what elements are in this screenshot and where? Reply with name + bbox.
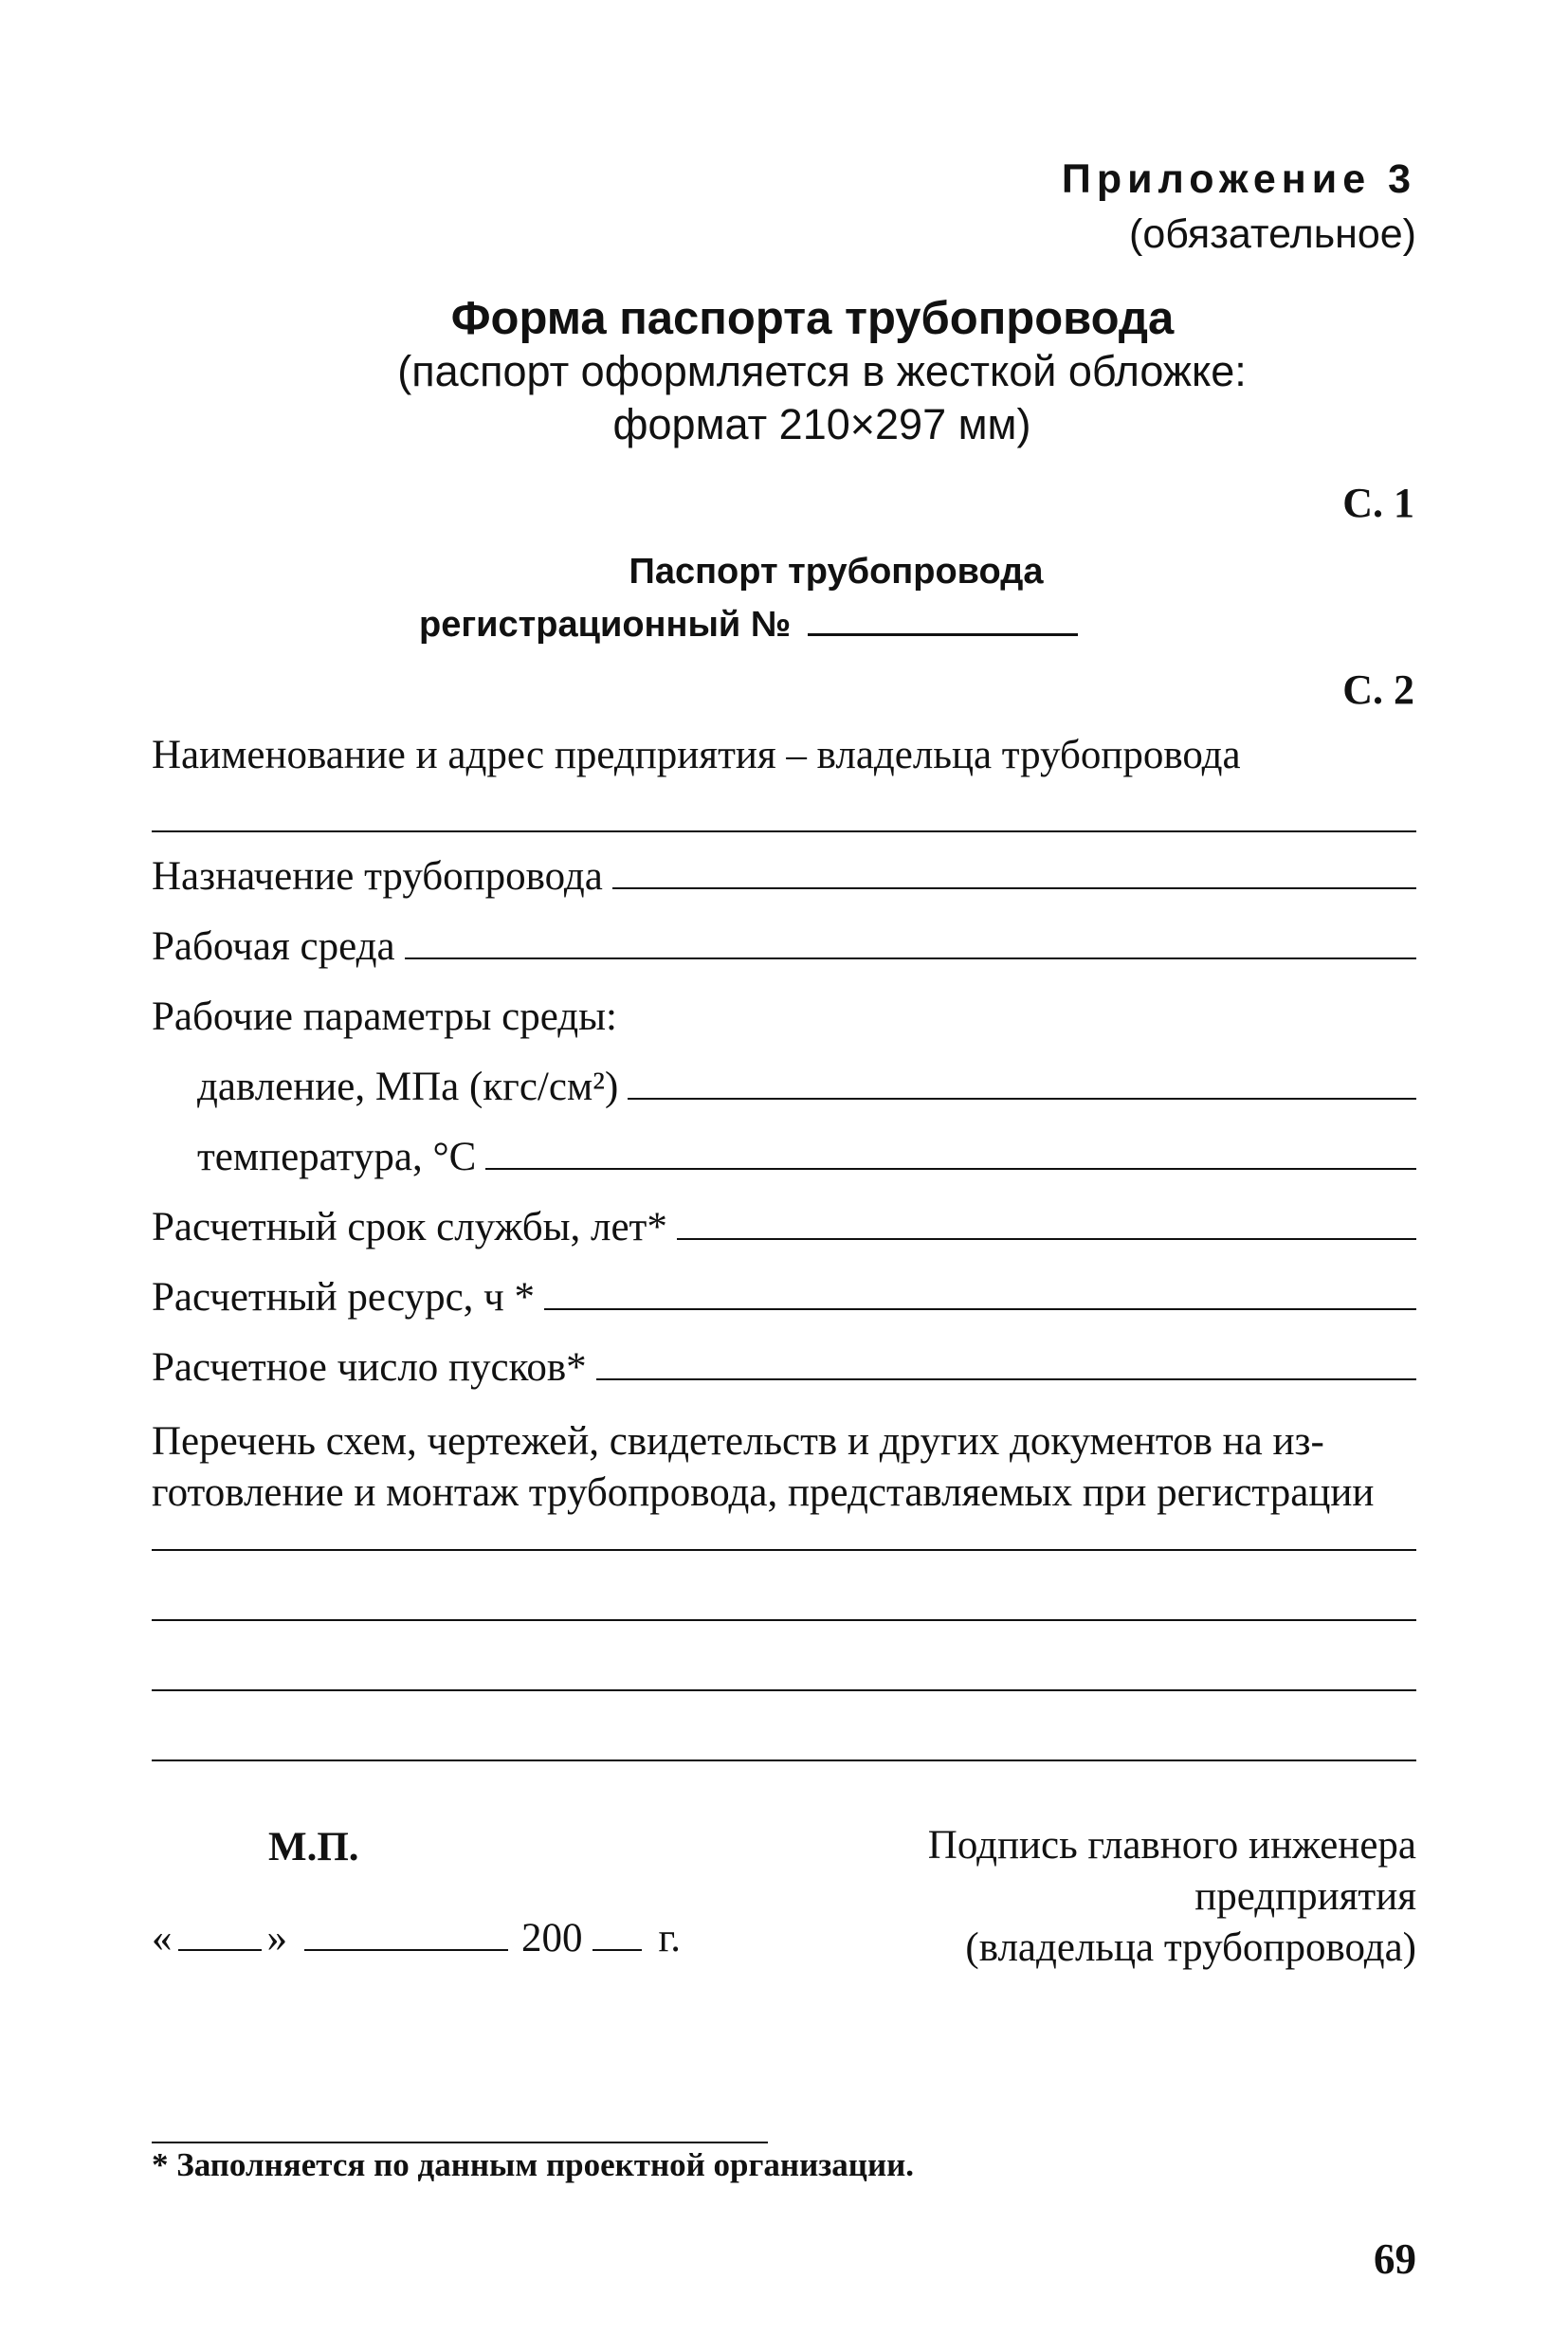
page-number: 69 — [1374, 2235, 1416, 2283]
documents-field-line-1[interactable] — [152, 1549, 1416, 1551]
params-heading: Рабочие параметры среды: — [152, 994, 617, 1039]
form-heading — [0, 292, 1568, 451]
service-life-row — [152, 1204, 1416, 1250]
date-month-field[interactable] — [304, 1948, 508, 1951]
date-row — [152, 1915, 681, 1961]
form-subtitle-line1: (паспорт оформляется в жесткой обложке: — [397, 347, 1247, 395]
signature-block — [928, 1820, 1416, 1974]
purpose-field[interactable] — [612, 886, 1416, 889]
medium-field[interactable] — [405, 957, 1416, 959]
temperature-label: температура, °С — [197, 1135, 477, 1179]
appendix-header — [1062, 152, 1416, 262]
resource-row — [152, 1274, 1416, 1321]
starts-field[interactable] — [596, 1377, 1416, 1380]
form-title: Форма паспорта трубопровода — [450, 293, 1175, 344]
service-life-label: Расчетный срок службы, лет* — [152, 1205, 667, 1249]
date-day-field[interactable] — [178, 1948, 262, 1951]
medium-row — [152, 923, 1416, 970]
appendix-label: Приложение 3 — [1061, 156, 1416, 202]
resource-field[interactable] — [544, 1307, 1416, 1310]
documents-field-line-3[interactable] — [152, 1689, 1416, 1691]
documents-line-1: Перечень схем, чертежей, свидетельств и других документов на из- — [152, 1419, 1324, 1464]
registration-number-field[interactable] — [808, 632, 1078, 636]
form-subtitle-line2: формат 210×297 мм) — [612, 400, 1031, 448]
passport-block — [0, 545, 1568, 651]
date-year-suffix: г. — [658, 1916, 682, 1960]
documents-line-2: готовление и монтаж трубопровода, представляемых при регистрации — [152, 1470, 1375, 1515]
temperature-row — [197, 1134, 1416, 1180]
documents-field-line-4[interactable] — [152, 1759, 1416, 1761]
signature-line-3: (владельца трубопровода) — [965, 1925, 1416, 1970]
footnote-separator — [152, 2142, 768, 2143]
signature-line-2: предприятия — [1194, 1874, 1416, 1919]
medium-label: Рабочая среда — [152, 924, 395, 969]
starts-label: Расчетное число пусков* — [152, 1345, 587, 1390]
owner-label: Наименование и адрес предприятия – владельца трубопровода — [152, 733, 1241, 777]
stamp-label: М.П. — [268, 1825, 359, 1869]
purpose-row — [152, 853, 1416, 900]
purpose-label: Назначение трубопровода — [152, 854, 603, 899]
resource-label: Расчетный ресурс, ч * — [152, 1275, 536, 1320]
page-mark-1: С. 1 — [1342, 480, 1414, 526]
date-year-prefix: 200 — [521, 1916, 583, 1960]
passport-title: Паспорт трубопровода — [629, 552, 1044, 592]
date-open-quote: « — [152, 1916, 173, 1960]
temperature-field[interactable] — [485, 1167, 1416, 1170]
starts-row — [152, 1344, 1416, 1391]
pressure-row — [197, 1064, 1416, 1110]
documents-field-line-2[interactable] — [152, 1619, 1416, 1621]
date-close-quote: » — [266, 1916, 287, 1960]
registration-row — [0, 598, 1568, 651]
pressure-label: давление, МПа (кгс/см²) — [197, 1065, 619, 1109]
owner-field-line[interactable] — [152, 830, 1416, 832]
signature-line-1: Подпись главного инженера — [927, 1823, 1416, 1868]
registration-label: регистрационный № — [419, 605, 792, 645]
documents-paragraph — [152, 1416, 1416, 1519]
footnote: * Заполняется по данным проектной организации. — [152, 2146, 915, 2183]
date-year-field[interactable] — [593, 1948, 642, 1951]
pressure-field[interactable] — [628, 1097, 1416, 1100]
appendix-note: (обязательное) — [1129, 211, 1416, 257]
page-mark-2: С. 2 — [1342, 666, 1414, 713]
service-life-field[interactable] — [677, 1237, 1416, 1240]
